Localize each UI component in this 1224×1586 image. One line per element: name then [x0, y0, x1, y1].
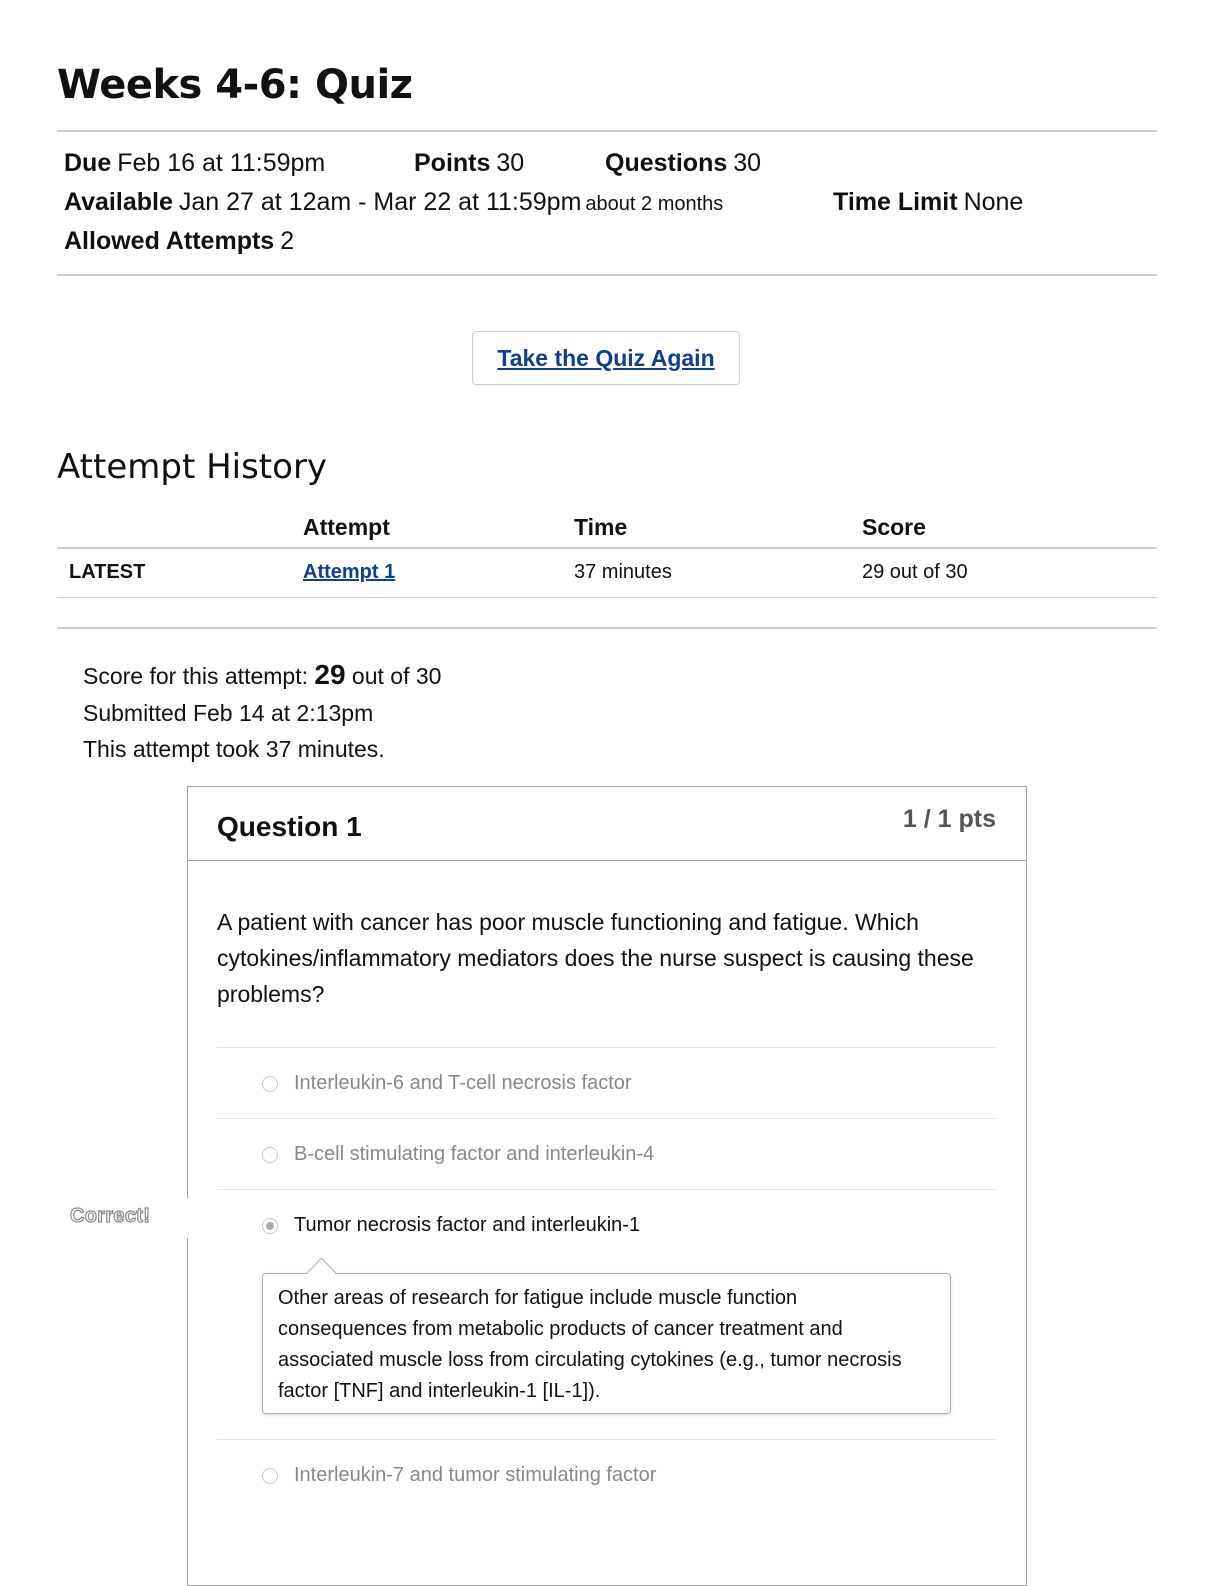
take-quiz-again-label[interactable]: Take the Quiz Again: [497, 344, 715, 371]
attempts-label: Allowed Attempts: [64, 227, 275, 255]
answer-label: Tumor necrosis factor and interleukin-1: [294, 1214, 641, 1236]
time-limit-label: Time Limit: [833, 188, 958, 216]
question-header: [188, 787, 1026, 861]
attempt-1-link[interactable]: Attempt 1: [303, 561, 396, 583]
duration-text: This attempt took 37 minutes.: [83, 736, 385, 762]
questions-value: 30: [733, 149, 762, 177]
points-label: Points: [414, 149, 491, 177]
answer-feedback-text: Other areas of research for fatigue include muscle function consequences from metabolic products of cancer treatment and associated muscle loss from circulating cytokines (e.g., tumor necrosis factor [TNF] and interleukin-1 [IL-1]).: [278, 1287, 902, 1402]
table-row-divider: [57, 597, 1157, 598]
answer-option[interactable]: [262, 1143, 654, 1166]
available-label: Available: [64, 188, 173, 216]
answer-option-selected[interactable]: [262, 1214, 640, 1237]
attempt-time: 37 minutes: [574, 561, 672, 583]
radio-button-selected[interactable]: [262, 1218, 278, 1234]
time-limit-info: [833, 188, 1023, 217]
page-title: Weeks 4-6: Quiz: [57, 62, 413, 108]
question-points: 1 / 1 pts: [902, 805, 996, 833]
answer-divider: [217, 1047, 997, 1048]
due-label: Due: [64, 149, 112, 177]
divider: [57, 130, 1157, 132]
due-value: Feb 16 at 11:59pm: [117, 149, 326, 177]
column-header-attempt: Attempt: [303, 514, 390, 540]
score-prefix: Score for this attempt:: [83, 663, 308, 689]
divider: [57, 627, 1157, 629]
answer-option[interactable]: [262, 1072, 632, 1095]
points-value: 30: [496, 149, 525, 177]
answer-divider: [217, 1118, 997, 1119]
due-info: [64, 149, 325, 178]
submitted-text: Submitted Feb 14 at 2:13pm: [83, 700, 374, 726]
divider: [57, 274, 1157, 276]
radio-button[interactable]: [262, 1468, 278, 1484]
attempt-score: 29 out of 30: [862, 561, 968, 583]
radio-button[interactable]: [262, 1147, 278, 1163]
attempt-history-title: Attempt History: [57, 447, 328, 487]
available-value: Jan 27 at 12am - Mar 22 at 11:59pm: [178, 188, 582, 216]
correct-answer-label: Correct!: [70, 1205, 151, 1227]
answer-divider: [217, 1439, 997, 1440]
available-info: [64, 188, 723, 217]
latest-tag: LATEST: [69, 561, 146, 583]
score-suffix: out of 30: [351, 663, 442, 689]
take-quiz-again-button[interactable]: [472, 331, 740, 385]
column-header-score: Score: [862, 514, 926, 540]
attempts-info: [64, 227, 294, 256]
question-title: Question 1: [217, 811, 362, 842]
points-info: [414, 149, 524, 178]
available-duration: about 2 months: [585, 193, 724, 215]
correct-marker-gap: [185, 1198, 190, 1238]
answer-feedback-box: [262, 1273, 951, 1414]
answer-divider: [217, 1189, 997, 1190]
attempts-value: 2: [280, 227, 295, 255]
column-header-time: Time: [574, 514, 628, 540]
score-value: 29: [314, 659, 346, 690]
table-header-divider: [57, 547, 1157, 549]
question-card: [187, 786, 1027, 1586]
radio-button[interactable]: [262, 1076, 278, 1092]
questions-label: Questions: [605, 149, 728, 177]
attempt-score-summary: [83, 659, 441, 691]
questions-info: [605, 149, 761, 178]
answer-label: B-cell stimulating factor and interleukin-4: [294, 1143, 655, 1165]
question-text: A patient with cancer has poor muscle functioning and fatigue. Which cytokines/inflammatory mediators does the nurse suspect is causing these problems?: [217, 909, 974, 1007]
answer-label: Interleukin-6 and T-cell necrosis factor: [294, 1072, 632, 1094]
answer-option[interactable]: [262, 1464, 656, 1487]
answer-label: Interleukin-7 and tumor stimulating factor: [294, 1464, 657, 1486]
time-limit-value: None: [963, 188, 1024, 216]
